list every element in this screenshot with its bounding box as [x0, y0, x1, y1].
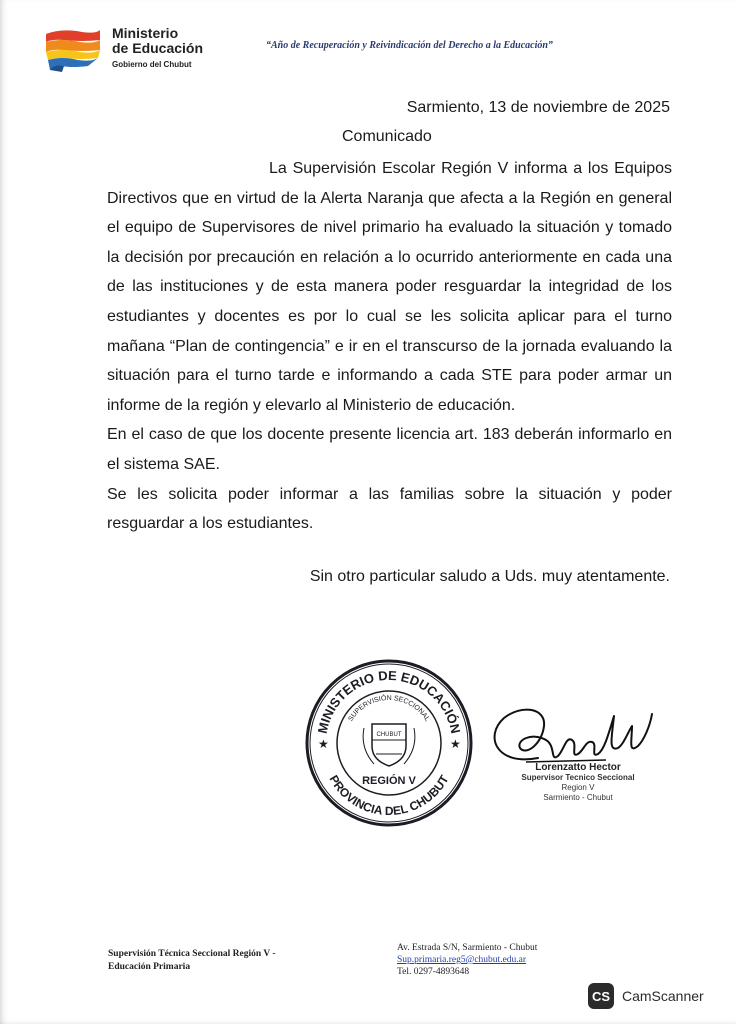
- signer-region: Region V: [561, 783, 595, 792]
- footer-office-line-2: Educación Primaria: [108, 962, 191, 972]
- footer-office: [108, 948, 276, 974]
- signer-location: Sarmiento - Chubut: [543, 793, 613, 802]
- stamp-inner-top: SUPERVISIÓN SECCIONAL: [347, 694, 431, 723]
- signer-role: Supervisor Tecnico Seccional: [521, 773, 635, 782]
- footer-contact: [397, 942, 537, 978]
- body-paragraph: La Supervisión Escolar Región V informa a los Equipos Directivos que en virtud de la Alerta Naranja que afecta a la Región en general el equipo de Supervisores de nivel primario ha evaluado la situación y tomado la decisión por precaución en relación a lo ocurrido anteriormente en cada una de las instituciones y de esta manera poder resguardar la integridad de los estudiantes y docentes es por lo cual se les solicita aplicar para el turno mañana “Plan de contingencia” e ir en el transcurso de la jornada evaluando la situación para el turno tarde e informando a cada STE para poder armar un informe de la región y elevarlo al Ministerio de educación.: [107, 160, 672, 414]
- stamp-center-label: CHUBUT: [376, 732, 402, 738]
- footer-email-link[interactable]: Sup.primaria.reg5@chubut.edu.ar: [397, 955, 527, 965]
- letterhead: [42, 24, 702, 74]
- signature-block: [503, 762, 653, 803]
- footer-phone: Tel. 0297-4893648: [397, 967, 470, 977]
- logo-subtitle: Gobierno del Chubut: [112, 60, 192, 69]
- letter-closing: Sin otro particular saludo a Uds. muy atentamente.: [309, 568, 670, 585]
- camscanner-watermark: [588, 982, 704, 1010]
- footer-office-line-1: Supervisión Técnica Seccional Región V -: [108, 949, 276, 959]
- stamp-outer-bottom: PROVINCIA DEL CHUBUT: [326, 772, 452, 819]
- logo-text: [112, 26, 203, 69]
- letter-date: Sarmiento, 13 de noviembre de 2025: [406, 99, 670, 116]
- logo-line-1: Ministerio: [112, 25, 179, 41]
- camscanner-logo-icon: CS: [588, 983, 614, 1009]
- stamp-region: REGIÓN V: [362, 775, 416, 787]
- body-paragraph: Se les solicita poder informar a las familias sobre la situación y poder resguardar a los estudiantes.: [107, 485, 672, 533]
- body-paragraph: En el caso de que los docente presente licencia art. 183 deberán informarlo en el sistema SAE.: [107, 426, 672, 473]
- shield-icon: [363, 724, 415, 766]
- stamp-star-right-icon: ★: [450, 737, 461, 751]
- svg-text:SUPERVISIÓN SECCIONAL: [347, 693, 430, 723]
- logo-line-2: de Educación: [112, 40, 204, 56]
- stamp-star-left-icon: ★: [318, 737, 329, 751]
- official-stamp: [304, 658, 474, 828]
- ministry-logo-icon: [42, 28, 104, 72]
- stamp-outer-top: MINISTERIO DE EDUCACIÓN: [314, 667, 464, 735]
- letter-body: [107, 154, 672, 539]
- footer-address: Av. Estrada S/N, Sarmiento - Chubut: [397, 943, 538, 953]
- signer-name: Lorenzatto Hector: [535, 762, 621, 773]
- letter-title: Comunicado: [342, 128, 432, 145]
- camscanner-label: CamScanner: [622, 988, 704, 1004]
- year-slogan: “Año de Recuperación y Reivindicación del Derecho a la Educación”: [266, 40, 553, 51]
